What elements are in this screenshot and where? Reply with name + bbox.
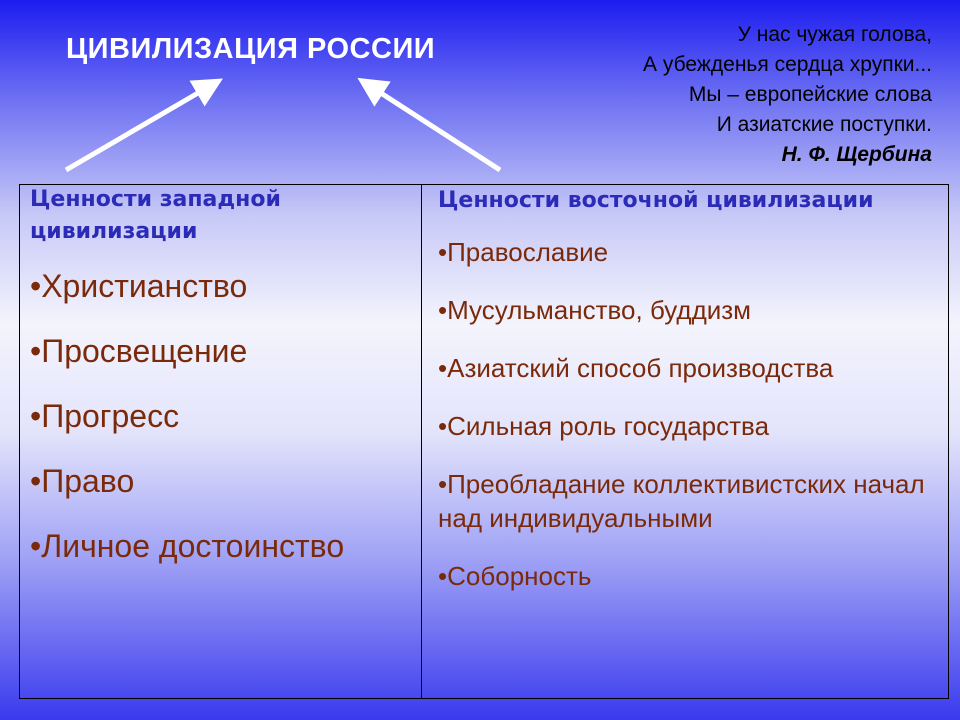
list-item: •Православие — [438, 237, 609, 267]
eastern-column — [438, 185, 948, 593]
list-item: •Просвещение — [30, 333, 248, 369]
epigraph-line: И азиатские поступки. — [716, 113, 932, 136]
western-column — [30, 185, 415, 566]
page-title: ЦИВИЛИЗАЦИЯ РОССИИ — [66, 33, 436, 65]
arrow-left-icon — [66, 86, 210, 170]
list-item: •Преобладание коллективистских начал над индивидуальными — [438, 469, 925, 533]
list-item: •Сильная роль государства — [438, 411, 770, 441]
epigraph-line: А убежденья сердца хрупки... — [643, 53, 932, 76]
list-item: •Азиатский способ производства — [438, 353, 834, 383]
arrow-right-icon — [370, 86, 500, 170]
western-list — [30, 266, 415, 566]
list-item: •Соборность — [438, 561, 592, 591]
values-table — [19, 184, 949, 699]
list-item: •Мусульманство, буддизм — [438, 295, 752, 325]
epigraph-line: У нас чужая голова, — [737, 23, 932, 46]
eastern-heading: Ценности восточной цивилизации — [438, 188, 874, 213]
list-item: •Христианство — [30, 268, 248, 304]
list-item: •Прогресс — [30, 398, 180, 434]
epigraph-line: Мы – европейские слова — [688, 83, 932, 106]
eastern-list — [438, 235, 948, 593]
western-heading: Ценности западной цивилизации — [30, 187, 281, 244]
list-item: •Личное достоинство — [30, 528, 345, 564]
epigraph-author: Н. Ф. Щербина — [781, 143, 932, 166]
list-item: •Право — [30, 463, 135, 499]
column-divider — [421, 185, 422, 698]
